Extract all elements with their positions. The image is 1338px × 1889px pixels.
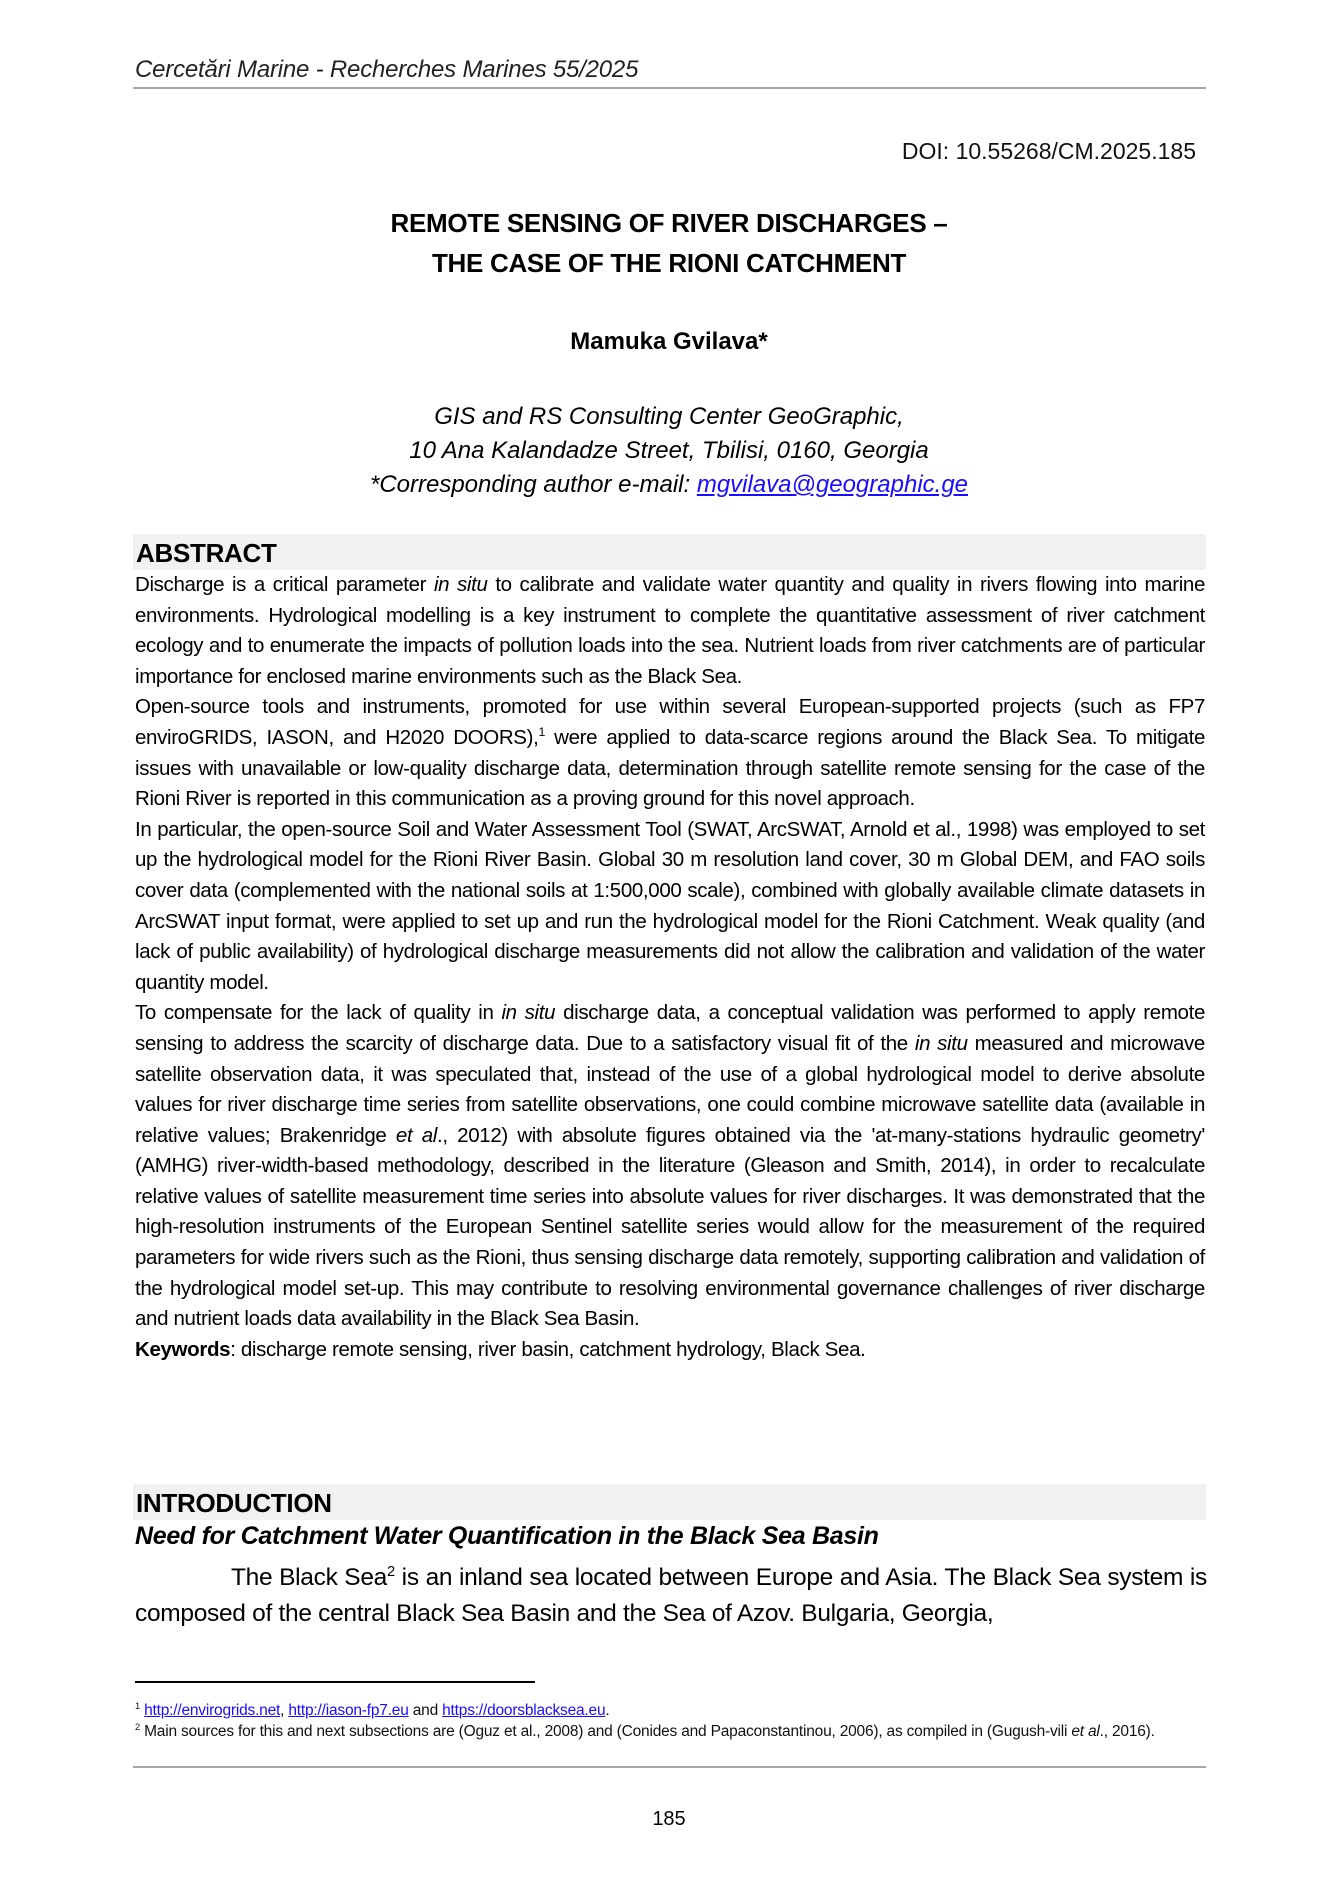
footer-divider (133, 1766, 1206, 1768)
corresponding-author (0, 471, 1338, 499)
email-label: *Corresponding author e-mail: (369, 471, 697, 498)
affiliation-line-1: GIS and RS Consulting Center GeoGraphic, (434, 403, 904, 430)
footnote-separator (135, 1681, 535, 1683)
abstract-body (135, 570, 1205, 1365)
paper-title-line-1: REMOTE SENSING OF RIVER DISCHARGES – (390, 208, 948, 238)
author-name: Mamuka Gvilava* (570, 328, 768, 355)
footnote-1: $^1$ http://envirogrids.net, http://iason-fp7.eu and https://doorsblacksea.eu. (135, 1700, 610, 1719)
abstract-heading: ABSTRACT (136, 538, 277, 568)
keywords: Keywords: discharge remote sensing, river basin, catchment hydrology, Black Sea. (135, 1337, 866, 1361)
header-divider (133, 87, 1206, 89)
introduction-heading-bar (133, 1484, 1206, 1520)
footnote-link-doors[interactable]: https://doorsblacksea.eu (442, 1702, 606, 1719)
footnote-link-iason[interactable]: http://iason-fp7.eu (288, 1702, 409, 1719)
affiliation-line-2: 10 Ana Kalandadze Street, Tbilisi, 0160, Georgia (409, 437, 929, 464)
introduction-subheading: Need for Catchment Water Quantification in the Black Sea Basin (135, 1522, 879, 1550)
introduction-heading: INTRODUCTION (136, 1488, 332, 1518)
abstract-paragraph-3: In particular, the open-source Soil and Water Assessment Tool (SWAT, ArcSWAT, Arnold et al., 1998) was employed to set up the hydrological model for the Rioni River Basin. Global 30 m resolution land cover, 30 m Global DEM, and FAO soils cover data (complemented with the national soils at 1:500,000 scale), combined with globally available climate datasets in ArcSWAT input format, were applied to set up and run the hydrological model for the Rioni Catchment. Weak quality (and lack of public availability) of hydrological discharge measurements did not allow the calibration and validation of the water quantity model. (135, 817, 1205, 994)
paper-title-line-2: THE CASE OF THE RIONI CATCHMENT (431, 248, 907, 278)
abstract-paragraph-4: To compensate for the lack of quality in in situ discharge data, a conceptual validation was performed to apply remote sensing to address the scarcity of discharge data. Due to a satisfactory visual fit of the in situ measured and microwave satellite observation data, it was speculated that, instead of the use of a global hydrological model to derive absolute values for river discharge time series from satellite observations, one could combine microwave satellite data (available in relative values; Brakenridge et al., 2012) with absolute figures obtained via the 'at-many-stations hydraulic geometry' (AMHG) river-width-based methodology, described in the literature (Gleason and Smith, 2014), in order to recalculate relative values of satellite measurement time series into absolute values for river discharges. It was demonstrated that the high-resolution instruments of the European Sentinel satellite series would allow for the measurement of the required parameters for wide rivers such as the Rioni, thus sensing discharge data remotely, supporting calibration and validation of the hydrological model set-up. This may contribute to resolving environmental governance challenges of river discharge and nutrient loads data availability in the Black Sea Basin. (135, 1001, 1205, 1331)
abstract-paragraph-1: Discharge is a critical parameter in situ to calibrate and validate water quantity and quality in rivers flowing into marine environments. Hydrological modelling is a key instrument to complete the quantitative assessment of river catchment ecology and to enumerate the impacts of pollution loads into the sea. Nutrient loads from river catchments are of particular importance for enclosed marine environments such as the Black Sea. (135, 573, 1206, 688)
keywords-label: Keywords (135, 1337, 231, 1361)
footnote-ref-1[interactable]: 1 (538, 725, 545, 740)
doi: DOI: 10.55268/CM.2025.185 (901, 138, 1196, 164)
author-email-link[interactable]: mgvilava@geographic.ge (696, 471, 969, 498)
abstract-paragraph-2: Open-source tools and instruments, promoted for use within several European-supported projects (such as FP7 enviroGRIDS, IASON, and H2020 DOORS),$^1$ were applied to data-scarce regions around the Black Sea. To mitigate issues with unavailable or low-quality discharge data, determination through satellite remote sensing for the case of the Rioni River is reported in this communication as a proving ground for this novel approach. (135, 695, 1205, 811)
page-number: 185 (652, 1808, 686, 1830)
footnote-ref-2[interactable]: 2 (387, 1563, 395, 1580)
footnote-2: $^2$ Main sources for this and next subsections are (Oguz et al., 2008) and (Conides and Papaconstantinou, 2006), as compiled in (Gugush-vili et al., 2016). (135, 1721, 1155, 1740)
introduction-paragraph-1: The Black Sea$^2$ is an inland sea located between Europe and Asia. The Black Sea system is composed of the central Black Sea Basin and the Sea of Azov. Bulgaria, Georgia, (135, 1563, 1208, 1627)
footnote-link-envirogrids[interactable]: http://envirogrids.net (144, 1702, 281, 1719)
abstract-heading-bar (133, 534, 1206, 570)
footnotes (135, 1700, 1205, 1742)
introduction-body (135, 1560, 1207, 1632)
running-head: Cercetări Marine - Recherches Marines 55/2025 (135, 56, 639, 83)
